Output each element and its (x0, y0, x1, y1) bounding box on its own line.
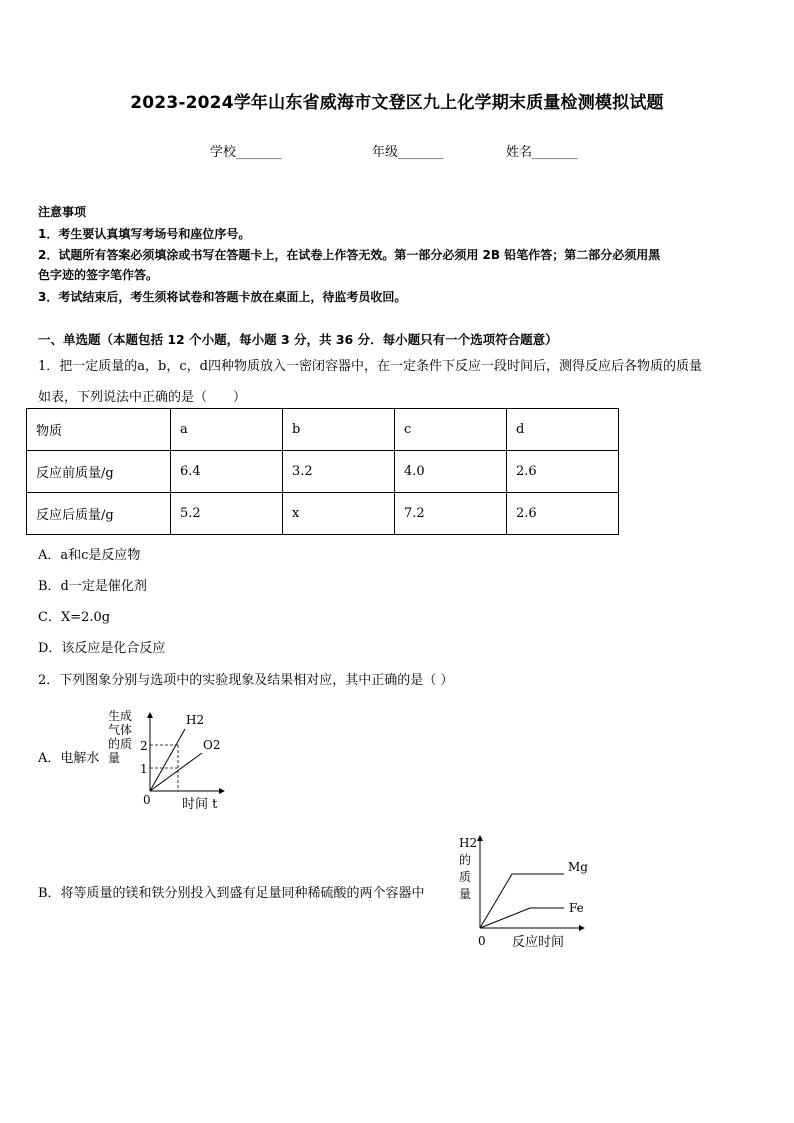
table-row (27, 493, 619, 535)
mass-table (26, 408, 619, 535)
table-cell: 反应后质量/g (27, 493, 171, 535)
page-title: 2023-2024学年山东省威海市文登区九上化学期末质量检测模拟试题 (130, 93, 664, 113)
table-cell: a (171, 409, 283, 451)
tick-label: 2 (140, 739, 148, 753)
name-field (506, 141, 578, 160)
note-item: 色字迹的签字笔作答。 (38, 268, 159, 282)
school-field (210, 141, 282, 160)
table-cell: 物质 (27, 409, 171, 451)
table-cell: 7.2 (395, 493, 507, 535)
table-cell: 3.2 (283, 451, 395, 493)
table-header-row (27, 409, 619, 451)
y-label-line: 的 (459, 853, 472, 867)
y-label-line: 气体 (108, 723, 133, 737)
note-item: 1．考生要认真填写考场号和座位序号。 (38, 227, 251, 241)
q2-stem: 2．下列图象分别与选项中的实验现象及结果相对应，其中正确的是（ ） (38, 673, 454, 688)
h2-label: H2 (186, 713, 205, 727)
note-item: 3．考试结束后，考生须将试卷和答题卡放在桌面上，待监考员收回。 (38, 290, 407, 304)
table-row (27, 451, 619, 493)
school-label: 学校 (210, 145, 237, 160)
origin-label: 0 (143, 793, 151, 807)
electrolysis-graph (100, 705, 230, 813)
y-label-line: 的质 (108, 737, 133, 751)
table-cell: 6.4 (171, 451, 283, 493)
fe-curve (480, 908, 564, 928)
grade-label: 年级 (372, 145, 399, 160)
section-heading: 一、单选题（本题包括 12 个小题，每小题 3 分，共 36 分．每小题只有一个选项符合题意） (38, 332, 558, 347)
table-cell: 2.6 (507, 451, 619, 493)
y-label-line: 质 (459, 870, 472, 884)
q2-option-b-label: B．将等质量的镁和铁分别投入到盛有足量同种稀硫酸的两个容器中 (38, 886, 425, 901)
table-cell: x (283, 493, 395, 535)
y-label-line: H2 (459, 836, 478, 850)
table-cell: b (283, 409, 395, 451)
school-blank: _______ (236, 145, 282, 160)
h2-line (150, 729, 185, 791)
note-item: 2．试题所有答案必须填涂或书写在答题卡上，在试卷上作答无效。第一部分必须用 2B 铅笔作答；第二部分必须用黑 (38, 248, 661, 262)
y-label-line: 量 (108, 751, 121, 765)
q1-option-c: C．X=2.0g (38, 610, 111, 625)
o2-label: O2 (203, 738, 221, 752)
table-cell: d (507, 409, 619, 451)
fe-label: Fe (569, 901, 584, 915)
origin-label: 0 (478, 934, 486, 948)
q1-option-d: D．该反应是化合反应 (38, 641, 166, 656)
mg-curve (480, 874, 564, 928)
q1-stem-line2: 如表，下列说法中正确的是（ ） (38, 390, 247, 405)
y-label-line: 量 (459, 887, 472, 901)
q1-stem-line1: 1．把一定质量的a，b，c，d四种物质放入一密闭容器中，在一定条件下反应一段时间后，测得反应后各物质的质量 (38, 359, 702, 374)
table-cell: 反应前质量/g (27, 451, 171, 493)
o2-line (150, 753, 202, 791)
metal-acid-graph (452, 830, 602, 952)
x-axis-label: 反应时间 (512, 935, 565, 950)
table-cell: 5.2 (171, 493, 283, 535)
grade-blank: _______ (398, 145, 444, 160)
tick-label: 1 (140, 762, 148, 776)
y-label-line: 生成 (108, 709, 133, 723)
q1-option-a: A．a和c是反应物 (38, 548, 141, 563)
grade-field (372, 141, 444, 160)
table-cell: 2.6 (507, 493, 619, 535)
notes-heading: 注意事项 (38, 205, 87, 219)
name-label: 姓名 (506, 145, 533, 160)
q2-option-a-label: A．电解水 (38, 751, 100, 766)
mg-label: Mg (568, 860, 588, 874)
table-cell: 4.0 (395, 451, 507, 493)
table-cell: c (395, 409, 507, 451)
name-blank: _______ (532, 145, 578, 160)
x-axis-label: 时间 t (182, 797, 218, 812)
q1-option-b: B．d一定是催化剂 (38, 579, 147, 594)
